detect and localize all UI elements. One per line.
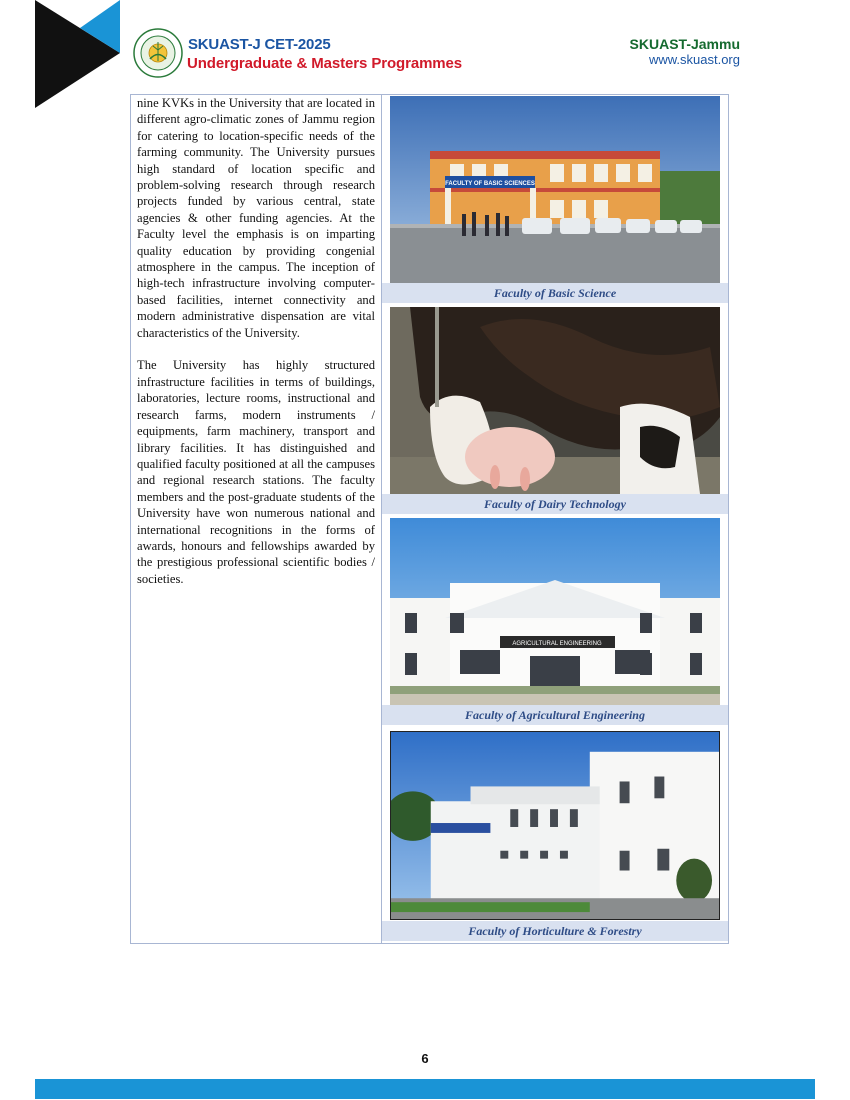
page-number: 6 [421,1051,429,1066]
document-title: SKUAST-J CET-2025 [188,36,331,53]
footer-bar [35,1079,815,1099]
body-text-column [137,95,375,604]
website-link[interactable]: www.skuast.org [648,52,740,67]
photo-agricultural-engineering [390,518,720,705]
photo-caption: Faculty of Dairy Technology [382,494,728,514]
photo-horticulture-forestry [390,731,720,920]
university-seal-logo [133,28,183,78]
photo-caption: Faculty of Basic Science [382,283,728,303]
building-sign: FACULTY OF BASIC SCIENCES [445,181,535,187]
photo-caption: Faculty of Agricultural Engineering [382,705,728,725]
building-sign: AGRICULTURAL ENGINEERING [512,641,602,647]
document-subtitle: Undergraduate & Masters Programmes [187,55,463,72]
corner-triangle-graphic [35,0,120,108]
header-right [630,37,740,67]
photo-dairy-technology [390,307,720,494]
photo-basic-science [390,96,720,283]
organization-name: SKUAST-Jammu [629,36,740,52]
photo-caption: Faculty of Horticulture & Forestry [382,921,728,941]
body-paragraph: The University has highly structured infrastructure facilities in terms of buildings, laboratories, lecture rooms, instructional and research farms, modern instruments / equipments, farm machinery, transport and library facilities. It has distinguished and qualified faculty positioned at all the campuses and regional research stations. The faculty members and the post-graduate students of the University have won numerous national and international recognitions in the forms of awards, honours and fellowships awarded by the prestigious professional scientific bodies / societies. [137,358,375,586]
body-paragraph: nine KVKs in the University that are located in different agro-climatic zones of Jammu region for catering to location-specific needs of the farming community. The University pursues high standard of location specific and problem-solving research through research projects funded by various central, state agencies & other funding agencies. At the Faculty level the emphasis is on imparting quality education by providing congenial atmosphere in the campus. The inception of high-tech infrastructure involving computer-based facilities, internet connectivity and modern administrative dispensation are vital characteristics of the University. [137,96,375,340]
column-divider [381,94,382,944]
